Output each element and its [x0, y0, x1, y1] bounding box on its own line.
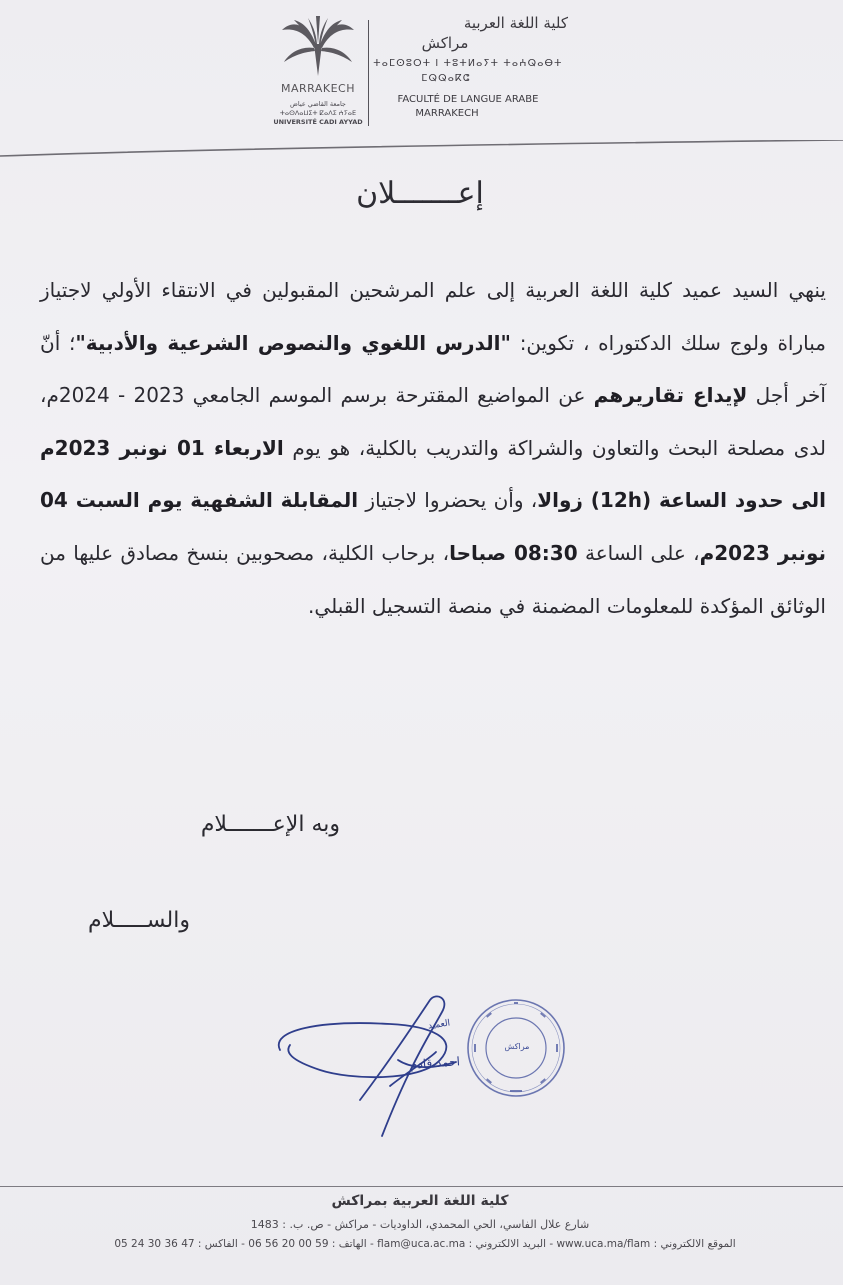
header-divider	[368, 20, 369, 126]
stamp-city: مراكش	[504, 1042, 530, 1051]
body-text-4: ، وأن يحضروا لاجتياز	[358, 488, 538, 513]
faculty-city-tifinagh: ⵎⵕⵕⴰⴽⵛ	[421, 73, 471, 84]
faculty-city-arabic: مراكش	[421, 34, 469, 52]
logo-city: MARRAKECH	[281, 82, 355, 95]
footer-faculty-name: كلية اللغة العربية بمراكش	[331, 1193, 509, 1209]
footer-address: شارع علال الفاسي، الحي المحمدي، الداوديات - مراكش - ص. ب. : 1483	[250, 1218, 590, 1231]
deadline-purpose: لإيداع تقاريرهم	[593, 383, 748, 408]
interview-date: المقابلة الشفهية يوم السبت 04 نونبر 2023م	[40, 488, 827, 565]
deadline-date: الاربعاء 01 نونبر 2023م الى حدود الساعة (12h) زوالا	[40, 435, 827, 513]
announcement-body	[40, 264, 826, 632]
announcement-title: إعـــــــلان	[356, 176, 484, 211]
footer-rule	[0, 1186, 843, 1187]
faculty-name-arabic: كلية اللغة العربية	[463, 14, 568, 32]
faculty-city-french: MARRAKECH	[415, 108, 479, 119]
signatory-name: احمد قادم	[409, 1054, 461, 1072]
body-text-6: ، برحاب الكلية، مصحوبين بنسخ مصادق عليها من الوثائق المؤكدة للمعلومات المضمنة في منصة التسجيل القبلي.	[40, 540, 826, 618]
letterhead	[0, 0, 843, 160]
closing-salutation: والســـــلام	[87, 908, 190, 933]
logo-arabic-name: جامعة القاضي عياض	[290, 100, 346, 108]
body-text-1: ينهي السيد عميد كلية اللغة العربية إلى علم المرشحين المقبولين في الانتقاء الأولي لاجتياز مباراة ولوج سلك الدكتوراه ، تكوين:	[40, 278, 826, 355]
interview-time: 08:30 صباحا	[449, 540, 578, 565]
body-text-5: ، على الساعة	[577, 540, 700, 565]
logo-french-name: UNIVERSITÉ CADI AYYAD	[273, 118, 363, 126]
faculty-name-french: FACULTÉ DE LANGUE ARABE	[397, 94, 539, 105]
footer-contacts: الموقع الالكتروني : www.uca.ma/flam - البريد الالكتروني : flam@uca.ac.ma - الهاتف : 59 00 20 56 06 - الفاكس : 47 36 30 24 05	[114, 1238, 736, 1250]
body-text-2: ؛ أنّ آخر أجل	[40, 330, 826, 408]
header-rule	[0, 140, 843, 158]
program-name: "الدرس اللغوي والنصوص الشرعية والأدبية"	[75, 330, 511, 355]
signatory-title: العميد	[427, 1018, 451, 1032]
faculty-name-tifinagh: ⵜⴰⵎⵙⵓⵔⵜ ⵏ ⵜⵓⵜⵍⴰⵢⵜ ⵜⴰⵄⵕⴰⴱⵜ	[373, 58, 563, 69]
logo-tifinagh-name: ⵜⴰⵙⴷⴰⵡⵉⵜ ⵇⴰⴷⵉ ⵄⵢⴰⴹ	[279, 109, 357, 117]
body-text-3: عن المواضيع المقترحة برسم الموسم الجامعي 2023 - 2024م، لدى مصلحة البحث والتعاون والشراكة والتدريب بالكلية، هو يوم	[40, 383, 826, 460]
closing-announcement: وبه الإعـــــــلام	[200, 812, 340, 837]
university-logo	[268, 16, 368, 134]
signature-block	[260, 990, 580, 1150]
palm-emblem-icon	[276, 16, 360, 80]
